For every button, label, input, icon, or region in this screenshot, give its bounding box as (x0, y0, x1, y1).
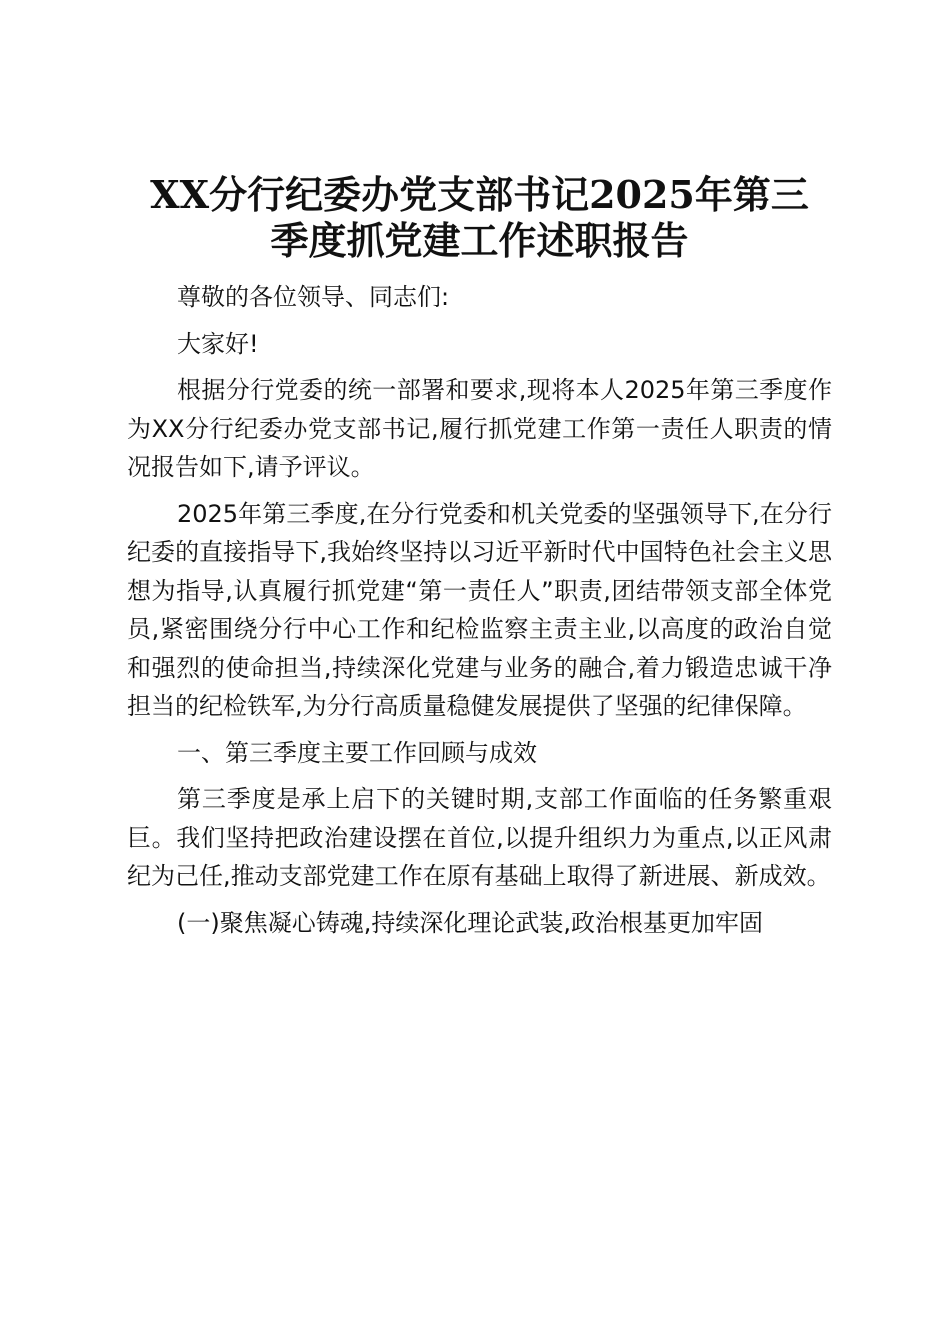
paragraph-section-1: 第三季度是承上启下的关键时期,支部工作面临的任务繁重艰巨。我们坚持把政治建设摆在首位,以提升组织力为重点,以正风肃纪为己任,推动支部党建工作在原有基础上取得了新进展、新成效。 (127, 785, 832, 890)
subsection-heading-1: (一)聚焦凝心铸魂,持续深化理论武装,政治根基更加牢固 (177, 908, 763, 937)
salutation: 尊敬的各位领导、同志们: (177, 283, 450, 311)
title-line-2: 季度抓党建工作述职报告 (270, 218, 689, 263)
section-heading-1: 一、第三季度主要工作回顾与成效 (177, 738, 537, 767)
paragraph-intro: 根据分行党委的统一部署和要求,现将本人2025年第三季度作为XX分行纪委办党支部书记,履行抓党建工作第一责任人职责的情况报告如下,请予评议。 (127, 376, 832, 481)
paragraph-overview: 2025年第三季度,在分行党委和机关党委的坚强领导下,在分行纪委的直接指导下,我始终坚持以习近平新时代中国特色社会主义思想为指导,认真履行抓党建“第一责任人”职责,团结带领支部全体党员,紧密围绕分行中心工作和纪检监察主责主业,以高度的政治自觉和强烈的使命担当,持续深化党建与业务的融合,着力锻造忠诚干净担当的纪检铁军,为分行高质量稳健发展提供了坚强的纪律保障。 (127, 499, 832, 720)
greeting: 大家好! (177, 329, 259, 358)
document-title (127, 172, 832, 264)
title-line-1: XX分行纪委办党支部书记2025年第三 (150, 172, 809, 217)
